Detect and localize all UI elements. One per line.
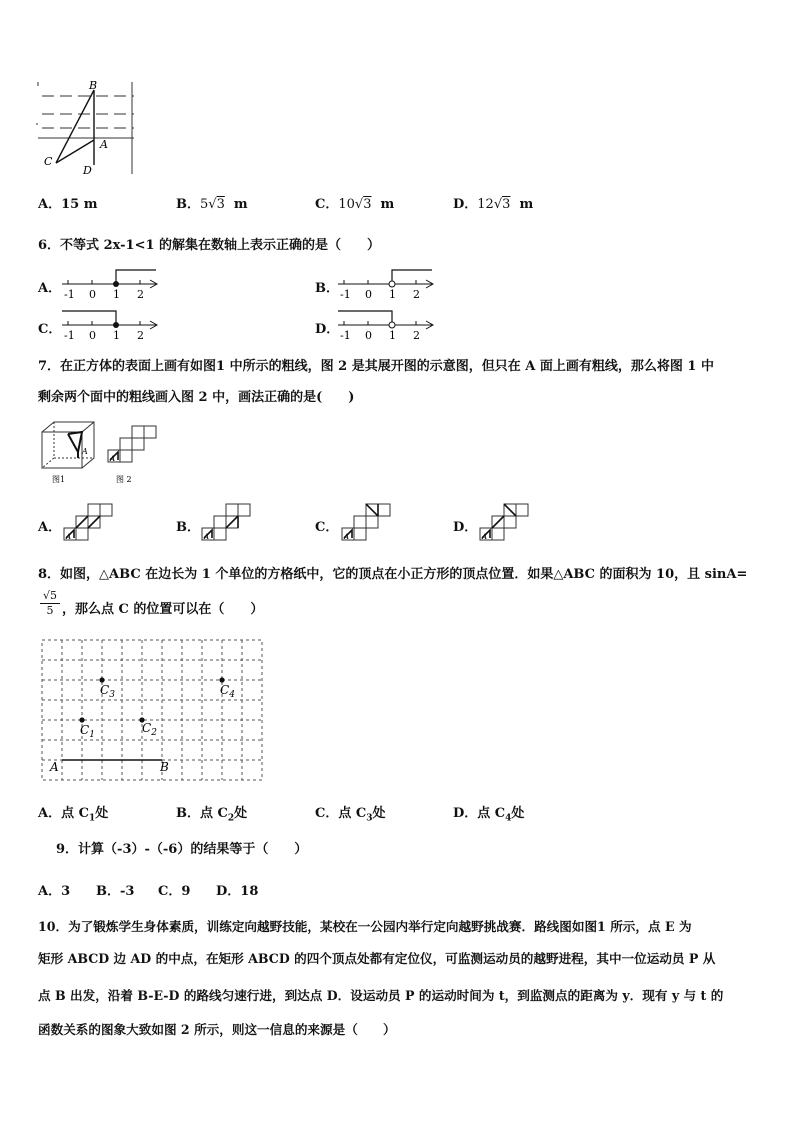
fig2-caption: 图 2 [116,475,132,484]
closed-dot-icon [113,281,119,287]
q7-option-c[interactable]: C． [315,520,339,535]
fig1-caption: 图1 [52,475,66,484]
q7-option-c-net [340,502,396,544]
q7-option-d[interactable]: D． [453,520,478,535]
q6-numberline-b [334,264,438,302]
svg-text:-1: -1 [340,329,351,342]
q10-stem-line2: 矩形 ABCD 边 AD 的中点，在矩形 ABCD 的四个顶点处都有定位仪，可监测运动员的越野进程，其中一位运动员 P 从 [38,951,716,966]
label-c4: $C_4$ [220,683,235,700]
q9-option-c[interactable]: C．9 [158,884,191,899]
label-c3: $C_3$ [100,683,115,700]
label-c: C [44,155,53,168]
q7-option-d-net [478,502,534,544]
q7-figure1-cube [38,418,100,488]
q8-stem-line1: 8．如图，△ABC 在边长为 1 个单位的方格纸中，它的顶点在小正方形的顶点位置．如果△ABC 的面积为 10，且 sinA= [38,567,748,582]
q6-stem: 6．不等式 2x-1<1 的解集在数轴上表示正确的是（ ） [38,238,381,253]
q6-numberline-c [58,305,162,343]
open-dot-icon [389,322,395,328]
open-dot-icon [389,281,395,287]
svg-text:1: 1 [389,329,396,342]
q6-option-c[interactable]: C． [38,322,62,337]
q9-stem: 9．计算（-3）-（-6）的结果等于（ ） [56,842,308,857]
q8-option-b[interactable]: B．点 $C_2$处 [176,806,248,824]
svg-text:0: 0 [89,329,96,342]
closed-dot-icon [113,322,119,328]
q9-option-d[interactable]: D．18 [216,884,259,899]
q7-option-b[interactable]: B． [176,520,200,535]
svg-text:A: A [110,455,116,463]
svg-text:A: A [344,533,350,541]
svg-text:-1: -1 [64,329,75,342]
label-c2: $C_2$ [142,721,157,738]
q5-option-c[interactable]: C．10√3 m [315,197,395,212]
q9-option-a[interactable]: A．3 [38,884,71,899]
svg-text:A: A [204,533,210,541]
svg-text:2: 2 [137,288,144,301]
q8-stem-line2: ，那么点 C 的位置可以在（ ） [62,602,264,617]
label-c1: $C_1$ [80,723,95,740]
svg-text:A: A [66,533,72,541]
q6-option-a[interactable]: A． [38,281,62,296]
q5-option-a[interactable]: A．15 m [38,197,98,212]
svg-text:A: A [82,447,88,456]
svg-text:2: 2 [137,329,144,342]
q6-option-d[interactable]: D． [315,322,340,337]
q10-stem-line3: 点 B 出发，沿着 B-E-D 的路线匀速行进，到达点 D．设运动员 P 的运动时间为 t，到监测点的距离为 y．现有 y 与 t 的 [38,988,724,1003]
q7-stem-line2: 剩余两个面中的粗线画入图 2 中，画法正确的是( ) [38,390,355,405]
q7-option-a-net [62,502,118,544]
label-d: D [83,164,92,177]
svg-text:0: 0 [89,288,96,301]
svg-text:0: 0 [365,329,372,342]
point-c4 [219,677,224,682]
point-c1 [79,717,84,722]
svg-text:0: 0 [365,288,372,301]
svg-text:-1: -1 [64,288,75,301]
q8-fraction: √5 5 [40,589,60,618]
q8-option-c[interactable]: C．点 $C_3$处 [315,806,386,824]
q8-option-a[interactable]: A．点 $C_1$处 [38,806,109,824]
q6-numberline-a [58,264,162,302]
q8-grid-figure [40,638,266,782]
point-c3 [99,677,104,682]
svg-text:1: 1 [113,288,120,301]
q10-stem-line1: 10．为了锻炼学生身体素质，训练定向越野技能，某校在一公园内举行定向越野挑战赛．路线图如图1 所示，点 E 为 [38,919,692,934]
q5-option-b[interactable]: B．5√3 m [176,197,248,212]
q7-option-a[interactable]: A． [38,520,62,535]
label-b: B [89,79,98,92]
q10-stem-line4: 函数关系的图象大致如图 2 所示，则这一信息的来源是（ ） [38,1022,396,1037]
svg-text:1: 1 [389,288,396,301]
q6-option-b[interactable]: B． [315,281,339,296]
svg-text:-1: -1 [340,288,351,301]
q7-figure2-net [106,424,166,488]
q8-option-d[interactable]: D．点 $C_4$处 [453,806,525,824]
q5-option-d[interactable]: D．12√3 m [453,197,534,212]
q9-option-b[interactable]: B．-3 [96,884,135,899]
svg-text:2: 2 [413,288,420,301]
svg-text:1: 1 [113,329,120,342]
q7-stem-line1: 7．在正方体的表面上画有如图1 中所示的粗线，图 2 是其展开图的示意图，但只在 A 面上画有粗线，那么将图 1 中 [38,359,714,374]
q7-option-b-net [200,502,256,544]
q6-numberline-d [334,305,438,343]
label-a: A [50,760,59,774]
label-b: B [160,760,169,774]
label-a: A [100,138,108,151]
q5-figure [34,78,144,178]
svg-text:2: 2 [413,329,420,342]
svg-text:A: A [482,533,488,541]
